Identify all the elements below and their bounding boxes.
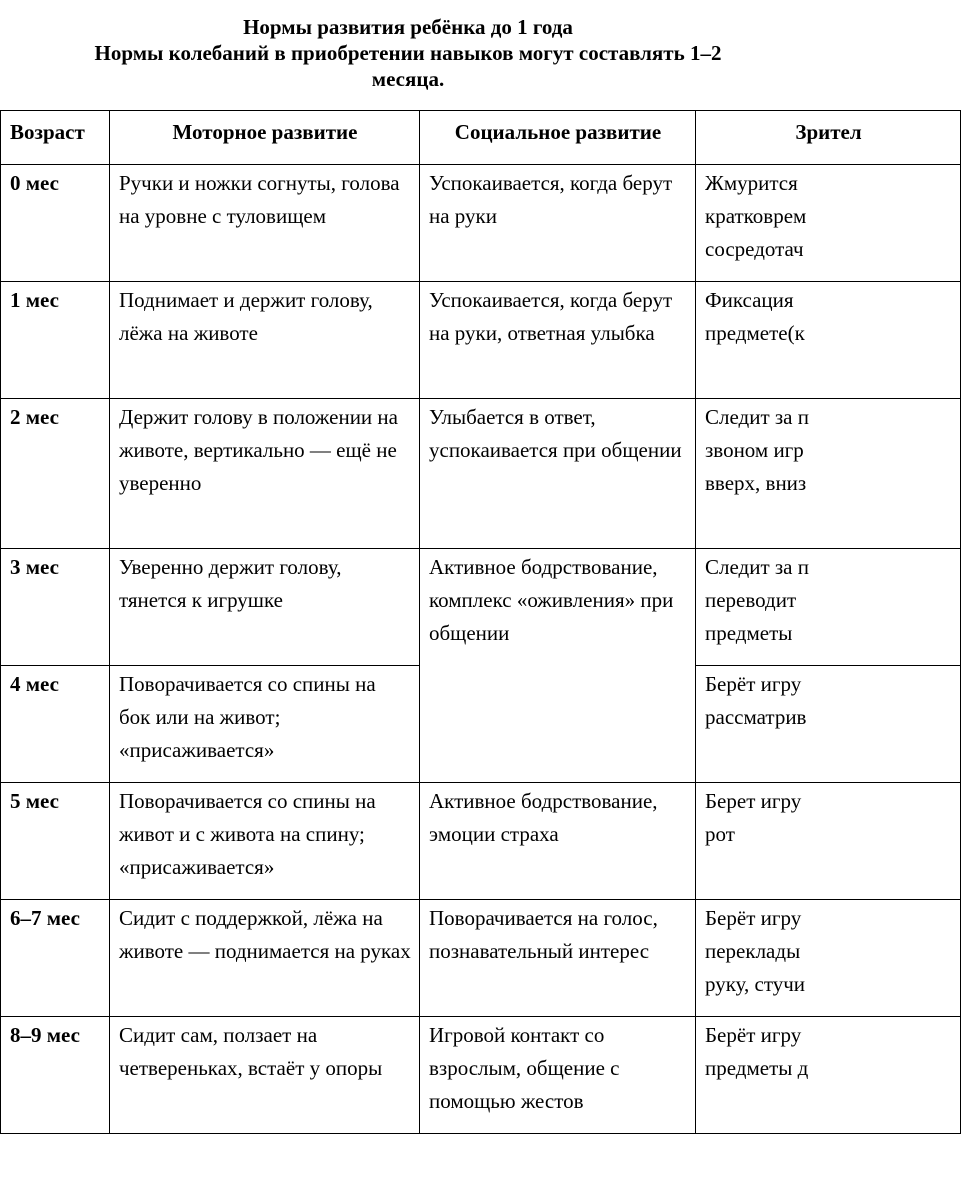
header-social: Социальное развитие [420, 111, 696, 165]
cell-vision [696, 666, 961, 783]
cell-social: Успокаивается, когда берут на руки [420, 165, 696, 282]
cell-vision [696, 165, 961, 282]
development-table-viewport [0, 110, 862, 1140]
vision-line: переводит [705, 588, 797, 612]
cell-age: 5 мес [1, 783, 110, 900]
cell-age: 0 мес [1, 165, 110, 282]
cell-social-merged: Активное бодрствование, комплекс «оживления» при общении [420, 549, 696, 783]
document-title: Нормы развития ребёнка до 1 года [243, 15, 573, 39]
cell-social: Успокаивается, когда берут на руки, ответная улыбка [420, 282, 696, 399]
header-motor: Моторное развитие [110, 111, 420, 165]
document-title-block [0, 14, 816, 92]
vision-line: Берёт игру [705, 1023, 802, 1047]
cell-vision [696, 1017, 961, 1134]
vision-line: Берёт игру [705, 906, 802, 930]
table-row [1, 900, 961, 1017]
cell-social: Улыбается в ответ, успокаивается при общении [420, 399, 696, 549]
cell-vision [696, 399, 961, 549]
cell-motor: Ручки и ножки согнуты, голова на уровне с туловищем [110, 165, 420, 282]
cell-motor: Сидит сам, ползает на четвереньках, встаёт у опоры [110, 1017, 420, 1134]
vision-line: Берет игру [705, 789, 802, 813]
cell-motor: Поднимает и держит голову, лёжа на животе [110, 282, 420, 399]
cell-social: Поворачивается на голос, познавательный интерес [420, 900, 696, 1017]
table-row [1, 399, 961, 549]
cell-motor: Поворачивается со спины на бок или на живот; «присаживается» [110, 666, 420, 783]
vision-line: переклады [705, 939, 801, 963]
cell-social: Активное бодрствование, эмоции страха [420, 783, 696, 900]
cell-motor: Сидит с поддержкой, лёжа на животе — поднимается на руках [110, 900, 420, 1017]
vision-line: Фиксация [705, 288, 794, 312]
vision-line: Следит за п [705, 555, 809, 579]
vision-line: предмете(к [705, 321, 805, 345]
cell-age: 6–7 мес [1, 900, 110, 1017]
cell-motor: Уверенно держит голову, тянется к игрушке [110, 549, 420, 666]
cell-age: 1 мес [1, 282, 110, 399]
vision-line: предметы д [705, 1056, 809, 1080]
vision-line: рассматрив [705, 705, 807, 729]
header-age: Возраст [1, 111, 110, 165]
cell-motor: Поворачивается со спины на живот и с живота на спину; «присаживается» [110, 783, 420, 900]
vision-line: вверх, вниз [705, 471, 807, 495]
cell-age: 4 мес [1, 666, 110, 783]
development-norms-table [0, 110, 961, 1134]
table-row [1, 1017, 961, 1134]
vision-line: руку, стучи [705, 972, 806, 996]
table-header-row [1, 111, 961, 165]
cell-vision [696, 549, 961, 666]
vision-line: звоном игр [705, 438, 804, 462]
cell-age: 2 мес [1, 399, 110, 549]
vision-line: рот [705, 822, 735, 846]
vision-line: Жмурится [705, 171, 798, 195]
header-vision: Зрител [696, 111, 961, 165]
cell-social: Игровой контакт со взрослым, общение с помощью жестов [420, 1017, 696, 1134]
table-row [1, 165, 961, 282]
vision-line: Следит за п [705, 405, 809, 429]
cell-vision [696, 783, 961, 900]
vision-line: кратковрем [705, 204, 807, 228]
cell-vision [696, 282, 961, 399]
document-subtitle-line-1: Нормы колебаний в приобретении навыков могут составлять 1–2 [94, 41, 722, 65]
table-row [1, 549, 961, 666]
vision-line: сосредотач [705, 237, 804, 261]
cell-vision [696, 900, 961, 1017]
table-row [1, 282, 961, 399]
vision-line: Берёт игру [705, 672, 802, 696]
cell-motor: Держит голову в положении на животе, вертикально — ещё не уверенно [110, 399, 420, 549]
document-subtitle-line-2: месяца. [371, 67, 445, 91]
cell-age: 3 мес [1, 549, 110, 666]
cell-age: 8–9 мес [1, 1017, 110, 1134]
table-row [1, 783, 961, 900]
vision-line: предметы [705, 621, 793, 645]
